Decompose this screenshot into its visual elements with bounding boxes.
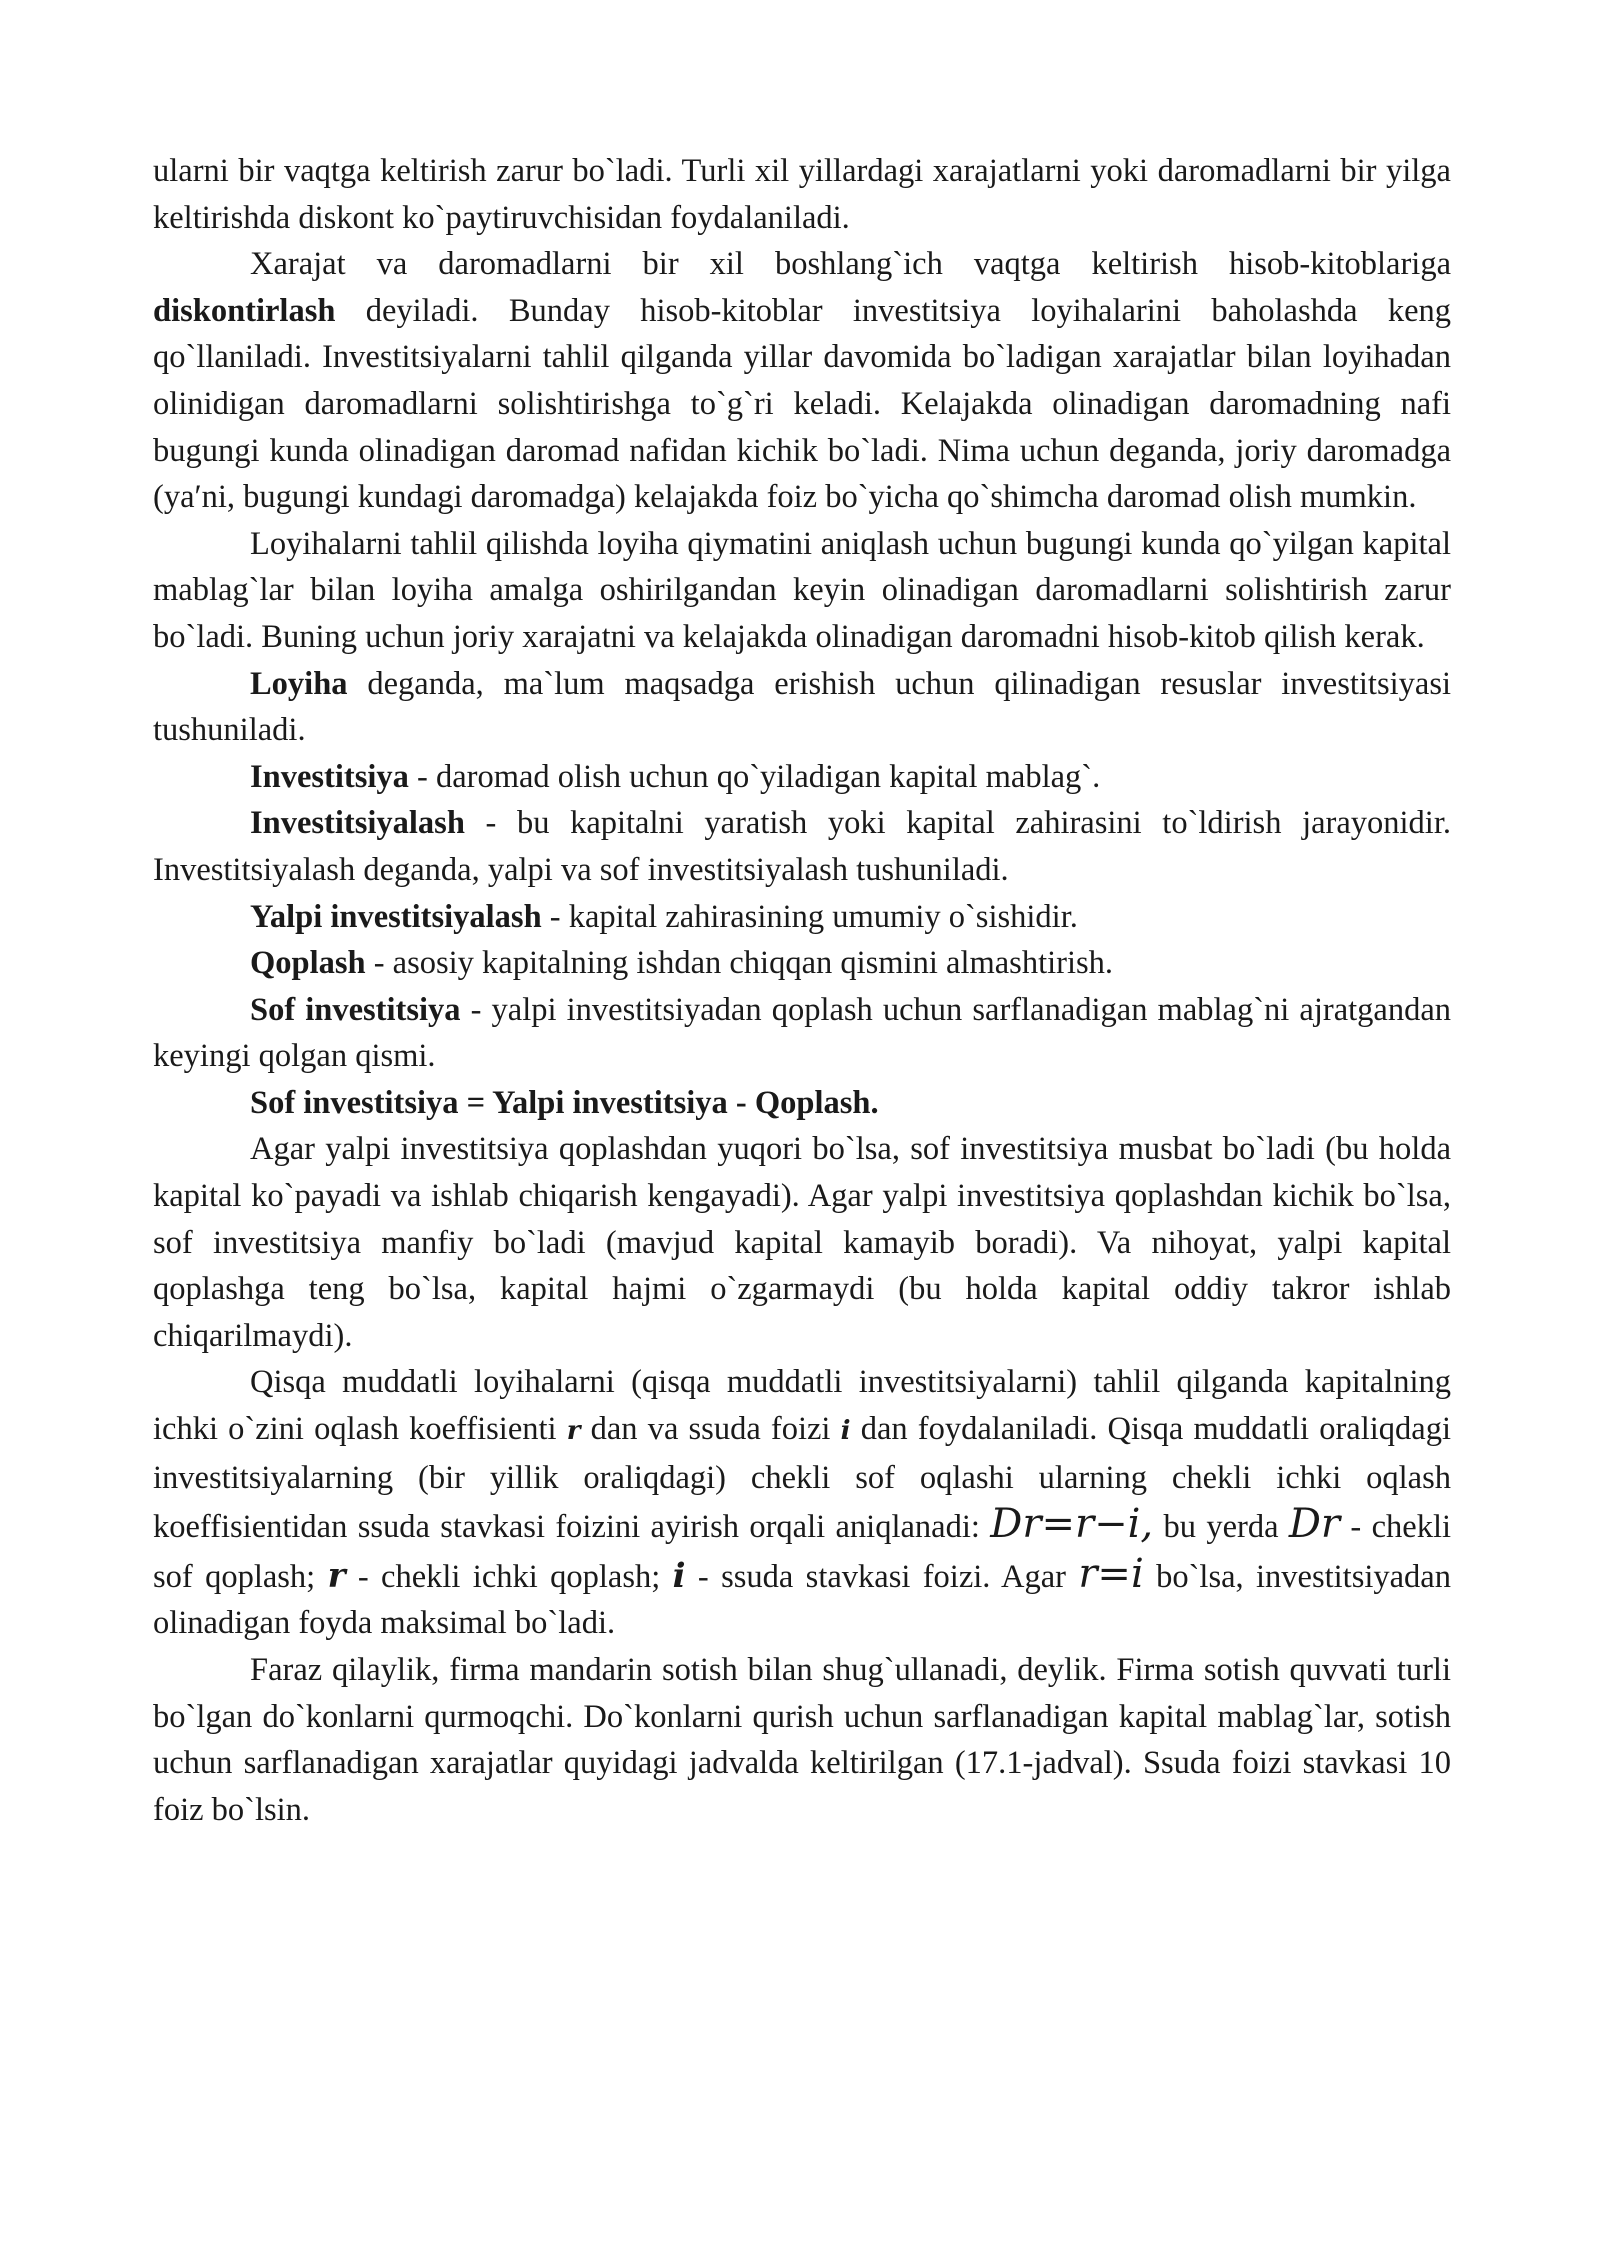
symbol-i-2: i — [672, 1555, 686, 1596]
p2-text-a: Xarajat va daromadlarni bir xil boshlang`ich vaqtga keltirish hisob-kitoblariga — [250, 246, 1451, 283]
symbol-r: r — [566, 1416, 581, 1447]
paragraph-loyiha-definition — [153, 661, 1451, 754]
formula-r-equals-i: r=i — [1078, 1550, 1144, 1597]
symbol-i: i — [840, 1416, 851, 1447]
symbol-dr: Dr — [1288, 1501, 1341, 1548]
document-page — [153, 148, 1451, 1833]
symbol-r-2: r — [327, 1555, 346, 1596]
formula-sof-investitsiya: Sof investitsiya = Yalpi investitsiya - Qoplash. — [250, 1084, 879, 1121]
sof-definition-text: - yalpi investitsiyadan qoplash uchun sarflanadigan mablag`ni ajratgandan keyingi qolgan qismi. — [153, 991, 1451, 1075]
paragraph-investitsiya-definition — [153, 754, 1451, 801]
paragraph-11: Agar yalpi investitsiya qoplashdan yuqori bo`lsa, sof investitsiya musbat bo`ladi (bu holda kapital ko`payadi va ishlab chiqarish kengayadi). Agar yalpi investitsiya qoplashdan kichik bo`lsa, sof investitsiya manfiy bo`ladi (mavjud kapital kamayib boradi). Va nihoyat, yalpi kapital qoplashga teng bo`lsa, kapital hajmi o`zgarmaydi (bu holda kapital oddiy takror ishlab chiqarilmaydi). — [153, 1131, 1451, 1354]
paragraph-yalpi-definition — [153, 894, 1451, 941]
p12-text-b: dan va ssuda foizi — [580, 1411, 841, 1448]
p12-text-a: Qisqa muddatli loyihalarni (qisqa muddatli investitsiyalarni) tahlil qilganda kapitalning ichki o`zini oqlash koeffisienti — [153, 1364, 1451, 1448]
p12-text-g: - ssuda stavkasi foizi. Agar — [685, 1558, 1079, 1595]
p2-text-b: deyiladi. Bunday hisob-kitoblar investitsiya loyihalarini baholashda keng qo`llaniladi. Investitsiyalarni tahlil qilganda yillar davomida bo`ladigan xarajatlar bilan loyihadan olinidigan daromadlarni solishtirishga to`g`ri keladi. Kelajakda olinadigan daromadning nafi bugungi kunda olinadigan daromad nafidan kichik bo`ladi. Nima uchun deganda, joriy daromadga (ya′ni, bugungi kundagi daromadga) kelajakda foiz bo`yicha qo`shimcha daromad olish mumkin. — [153, 292, 1451, 516]
qoplash-definition-text: - asosiy kapitalning ishdan chiqqan qismini almashtirish. — [365, 945, 1114, 982]
paragraph-1: ularni bir vaqtga keltirish zarur bo`ladi. Turli xil yillardagi xarajatlarni yoki daromadlarni bir yilga keltirishda diskont ko`paytiruvchisidan foydalaniladi. — [153, 153, 1451, 236]
term-diskontirlash: diskontirlash — [153, 292, 336, 329]
paragraph-13: Faraz qilaylik, firma mandarin sotish bilan shug`ullanadi, deylik. Firma sotish quvvati turli bo`lgan do`konlarni qurmoqchi. Do`konlarni qurish uchun sarflanadigan kapital mablag`lar, sotish uchun sarflanadigan xarajatlar quyidagi jadvalda keltirilgan (17.1-jadval). Ssuda foizi stavkasi 10 foiz bo`lsin. — [153, 1652, 1451, 1828]
paragraph-qoplash-definition — [153, 940, 1451, 987]
term-investitsiya: Investitsiya — [250, 758, 409, 795]
paragraph-12 — [153, 1359, 1451, 1647]
paragraph-3: Loyihalarni tahlil qilishda loyiha qiymatini aniqlash uchun bugungi kunda qo`yilgan kapital mablag`lar bilan loyiha amalga oshirilgandan keyin olinadigan daromadlarni solishtirish zarur bo`ladi. Buning uchun joriy xarajatni va kelajakda olinadigan daromadni hisob-kitob qilish kerak. — [153, 525, 1451, 655]
paragraph-sof-definition — [153, 987, 1451, 1080]
loyiha-definition-text: deganda, ma`lum maqsadga erishish uchun qilinadigan resuslar investitsiyasi tushuniladi. — [153, 665, 1451, 749]
paragraph-investitsiyalash-definition — [153, 800, 1451, 893]
p12-text-c: dan foydalaniladi. Qisqa muddatli oraliqdagi investitsiyalarning (bir yillik oraliqdagi) chekli sof oqlashi ularning chekli ichki oqlash koeffisientidan ssuda stavkasi foizini ayirish orqali aniqlanadi: — [153, 1411, 1451, 1546]
term-sof-investitsiya: Sof investitsiya — [250, 991, 461, 1028]
paragraph-2 — [153, 241, 1451, 521]
p12-text-f: - chekli ichki qoplash; — [345, 1558, 673, 1595]
yalpi-definition-text: - kapital zahirasining umumiy o`sishidir. — [541, 898, 1078, 935]
formula-dr: Dr=r−i, — [990, 1501, 1154, 1548]
term-yalpi-investitsiyalash: Yalpi investitsiyalash — [250, 898, 542, 935]
investitsiya-definition-text: - daromad olish uchun qo`yiladigan kapital mablag`. — [408, 758, 1101, 795]
term-qoplash: Qoplash — [250, 945, 366, 982]
p12-text-e: - chekli sof qoplash; — [153, 1509, 1452, 1595]
paragraph-formula — [153, 1080, 1451, 1127]
investitsiyalash-definition-text: - bu kapitalni yaratish yoki kapital zahirasini to`ldirish jarayonidir. Investitsiyalash deganda, yalpi va sof investitsiyalash tushuniladi. — [153, 805, 1451, 888]
term-loyiha: Loyiha — [250, 665, 348, 702]
p12-text-d: bu yerda — [1153, 1509, 1289, 1546]
p12-text-h: bo`lsa, investitsiyadan olinadigan foyda maksimal bo`ladi. — [153, 1558, 1451, 1642]
term-investitsiyalash: Investitsiyalash — [250, 805, 465, 842]
